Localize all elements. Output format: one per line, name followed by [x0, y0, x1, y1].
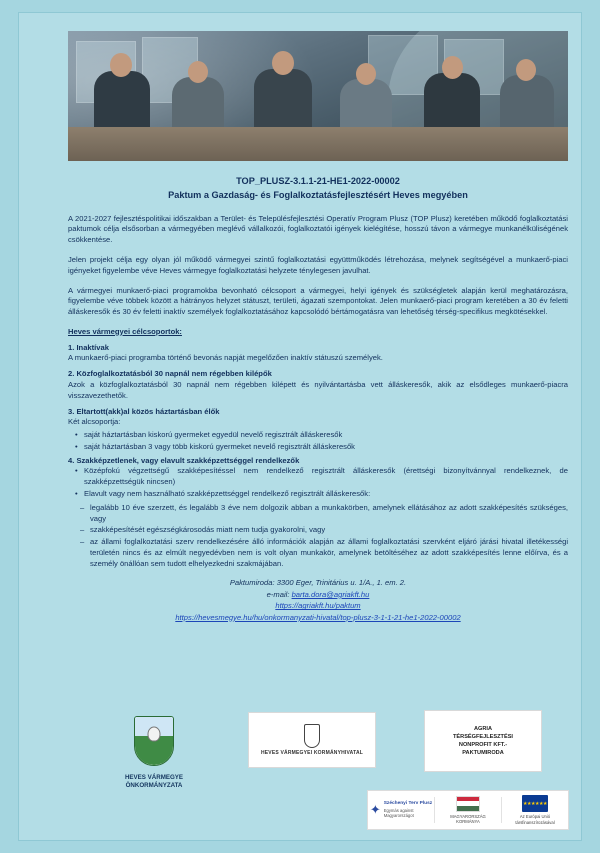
website-line [68, 600, 568, 611]
szechenyi-line-1: Széchenyi Terv [383, 801, 419, 807]
county-logo [116, 710, 192, 772]
group-2-title: 2. Közfoglalkoztatásból 30 napnál nem régebben kilépők [68, 369, 272, 379]
agria-line-1: AGRIA [473, 725, 493, 732]
eu-label-line-2: társfinanszírozásával [515, 819, 555, 825]
person-head [516, 59, 536, 81]
eu-label-line-1: Az Európai Unió [519, 814, 551, 820]
agria-label [453, 725, 513, 757]
szechenyi-line-2: Plusz [419, 801, 433, 807]
hungary-government-logo [435, 791, 501, 829]
hungary-label-line-2: KORMÁNYA [456, 819, 480, 824]
document-panel [18, 12, 582, 841]
government-office-label: HEVES VÁRMEGYEI KORMÁNYHIVATAL [260, 750, 364, 756]
document-title [68, 175, 568, 203]
flag-stripe-green [457, 806, 479, 811]
eu-cofinance-label [515, 814, 554, 825]
hungary-label-line-1: MAGYARORSZÁG [450, 813, 486, 819]
list-item: – szakképesítését egészségkárosodás miatt nem tudja gyakorolni, vagy [90, 525, 568, 536]
group-3-title: 3. Eltartott(akk)al közös háztartásban élők [68, 406, 220, 416]
target-group-4 [68, 456, 568, 570]
group-3-bullets [68, 430, 568, 453]
list-item: – legalább 10 éve szerzett, és legalább 3 éve nem dolgozik abban a munkakörben, amelynek ellátásához az adott szakképesítés szükséges, vagy [90, 503, 568, 525]
agria-logo [424, 710, 542, 772]
list-item: • saját háztartásban kiskorú gyermeket egyedül nevelő regisztrált álláskeresők [84, 430, 568, 441]
group-1-title: 1. Inaktívak [68, 342, 109, 352]
szechenyi-mark-wrap [370, 801, 432, 818]
target-groups-heading: Heves vármegyei célcsoportok: [68, 326, 182, 336]
email-line [68, 589, 568, 600]
target-group-2 [68, 369, 568, 401]
county-logo-caption [98, 774, 210, 791]
eu-stars: ★★★★★★ [523, 800, 547, 807]
european-union-logo [502, 791, 568, 829]
agria-line-4: PAKTUMIRODA [462, 750, 504, 757]
szechenyi-sub-1: Egymás against [383, 807, 414, 813]
document-body [68, 175, 568, 623]
person-head [442, 56, 463, 79]
szechenyi-plus-logo [368, 791, 434, 829]
list-item: • Elavult vagy nem használható szakképzettséggel rendelkező regisztrált álláskeresők: [84, 489, 568, 500]
contact-block [68, 577, 568, 623]
government-emblem [261, 724, 363, 756]
desk-surface [68, 127, 568, 161]
government-office-logo [248, 712, 376, 768]
person-head [272, 51, 294, 75]
paragraph-3: A vármegyei munkaerő-piaci programokba bevonható célcsoport a vármegyei, helyi igények és szükségletek alapján kerül meghatározásra, figyelembe véve többek között a hátrányos helyzet státuszt, területi, ágazati szempontokat. Jelen munkaerő-piaci program keretében a 30 év feletti álláskeresők és 30 év feletti inaktív személyek foglalkoztatásához kapcsolódó bértámogatásra van lehetőség térség-specifikus megkötésekkel. [68, 285, 568, 317]
szechenyi-mark-icon: ✦ [369, 802, 381, 818]
group-1-body: A munkaerő-piaci programba történő bevonás napját megelőzően inaktív státuszú személyek. [68, 353, 383, 363]
hungary-label [450, 814, 486, 825]
title-line-2: Paktum a Gazdaság- és Foglalkoztatásfejlesztésért Heves megyében [168, 189, 468, 200]
list-item: • Középfokú végzettségű szakképesítéssel nem rendelkező regisztrált álláskeresők (érettségi bizonyítvánnyal rendelkeznek, de szakképzettségük nincsen) [84, 466, 568, 488]
szechenyi-text [384, 801, 432, 818]
person-head [110, 53, 132, 77]
target-group-3 [68, 407, 568, 453]
county-caption-line-2: ÖNKORMÁNYZATA [125, 782, 183, 790]
eu-flag-icon [522, 795, 548, 812]
logo-strip [68, 710, 568, 790]
hero-image [68, 31, 568, 161]
list-item: • saját háztartásban 3 vagy több kiskorú gyermeket nevelő regisztrált álláskeresők [84, 442, 568, 453]
eu-funding-strip [367, 790, 569, 830]
group-4-bullets [68, 466, 568, 499]
hungarian-flag-icon [456, 796, 480, 812]
agria-line-2: TÉRSÉGFEJLESZTÉSI [453, 733, 513, 740]
office-address: Paktumiroda: 3300 Eger, Trinitárius u. 1/A., 1. em. 2. [229, 578, 407, 588]
agria-line-3: NONPROFIT KFT.- [458, 742, 508, 748]
list-item: – az állami foglalkoztatási szerv rendelkezésére álló információk alapján az állami foglalkoztatási szervként eljáró járási hivatal illetékességi területén nincs és az elmúlt negyedévben nem is volt olyan munkakör, amelynek betöltéséhez az adott szakképesítés lenne előírva, és a személy önállóan sem tudott elhelyezkedni szakmájában. [90, 537, 568, 569]
person-head [356, 63, 376, 85]
shield-icon [304, 724, 320, 748]
county-caption-line-1: HEVES VÁRMEGYE [124, 774, 184, 781]
person-head [188, 61, 208, 83]
project-page-link[interactable]: https://hevesmegye.hu/hu/onkormanyzati-hivatal/top-plusz-3-1-1-21-he1-2022-00002 [175, 612, 461, 622]
email-link[interactable]: barta.dora@agriakft.hu [291, 589, 370, 599]
project-line [68, 612, 568, 623]
paktum-site-link[interactable]: https://agriakft.hu/paktum [275, 601, 361, 611]
title-line-1: TOP_PLUSZ-3.1.1-21-HE1-2022-00002 [236, 176, 400, 186]
szechenyi-sub-2: Magyarországot [383, 813, 414, 819]
email-label: e-mail: [266, 589, 290, 599]
bird-icon [148, 727, 161, 742]
group-3-body: Két alcsoportja: [68, 417, 121, 427]
target-group-1 [68, 343, 568, 365]
paragraph-1: A 2021-2027 fejlesztéspolitikai időszakban a Terület- és Településfejlesztési Operatív Program Plusz (TOP Plusz) keretében működő foglalkoztatási paktumok célja elsősorban a vármegyében meglévő vállalkozói, foglalkoztatói igények kielégítése, hosszú távon a vármegye munkanélküliségének csökkentése. [68, 213, 568, 245]
county-crest-icon [134, 716, 174, 766]
group-4-dash-list [68, 503, 568, 570]
group-4-title: 4. Szakképzetlenek, vagy elavult szakképzettséggel rendelkezők [68, 455, 300, 465]
paragraph-2: Jelen projekt célja egy olyan jól működő vármegyei szintű foglalkoztatási együttműködés létrehozása, melynek segítségével a munkaerő-piaci igényeket figyelembe véve Heves vármegye foglalkoztatási helyzete ténylegesen javulhat. [68, 254, 568, 275]
group-2-body: Azok a közfoglalkoztatásból 30 napnál nem régebben kilépett és nyilvántartásba vett álláskeresők, akik az elsődleges munkaerő-piacra visszavezethetők. [68, 379, 568, 400]
